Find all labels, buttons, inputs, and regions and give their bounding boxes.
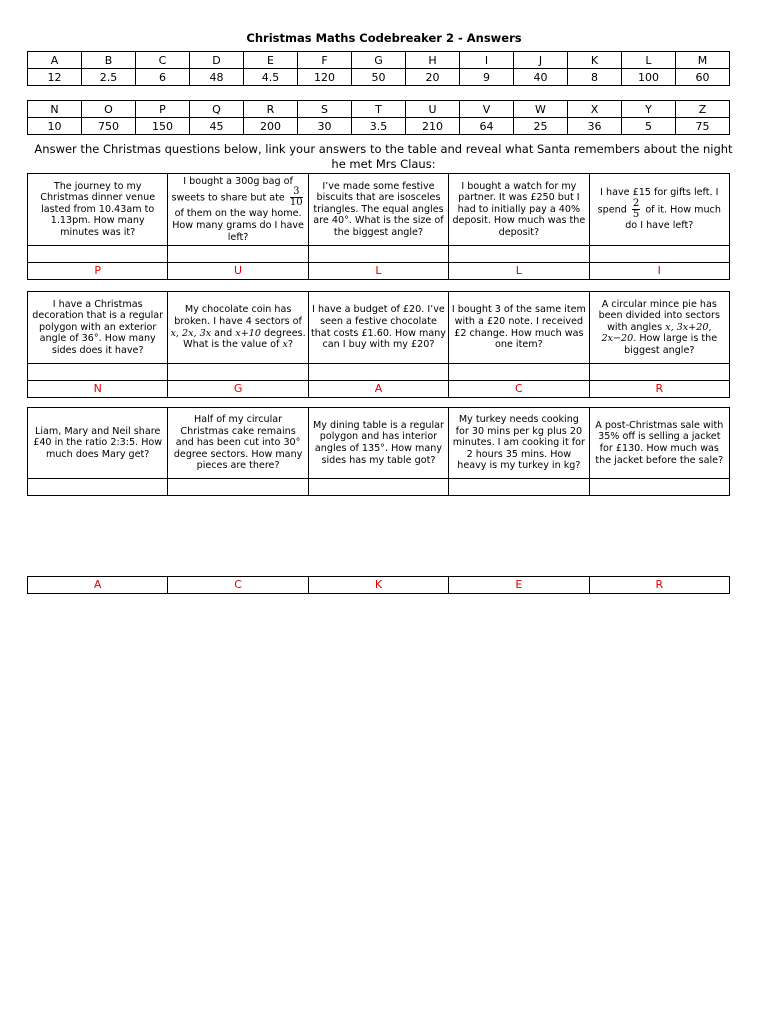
answer-cell[interactable] <box>28 364 168 381</box>
answer-cell[interactable] <box>308 246 448 263</box>
fraction-denominator: 5 <box>632 209 640 220</box>
answer-letter: P <box>28 263 168 280</box>
key-value: 4.5 <box>244 69 298 86</box>
fraction <box>632 199 640 220</box>
key-value: 40 <box>514 69 568 86</box>
question-cell: I have a Christmas decoration that is a regular polygon with an exterior angle of 36°. How many sides does it have? <box>28 292 168 364</box>
key-letter: X <box>568 101 622 118</box>
question-text: I bought a 300g bag of sweets to share but ate <box>171 175 293 204</box>
question-cell: I bought 3 of the same item with a £20 note. I received £2 change. How much was one item? <box>449 292 589 364</box>
key-letters-row <box>28 52 730 69</box>
key-value: 750 <box>82 118 136 135</box>
key-value: 25 <box>514 118 568 135</box>
question-text: A circular mince pie has been divided into sectors with angles <box>598 298 720 333</box>
answer-cell[interactable] <box>168 246 308 263</box>
math-expression: 2x−20. <box>601 333 637 345</box>
key-value: 10 <box>28 118 82 135</box>
fraction-numerator: 2 <box>632 198 640 209</box>
key-letter: W <box>514 101 568 118</box>
letter-row <box>28 263 730 280</box>
key-letter: E <box>244 52 298 69</box>
answer-letter: C <box>168 577 308 594</box>
answer-cell[interactable] <box>589 246 729 263</box>
math-expression: x, 2x, 3x <box>170 327 212 339</box>
key-letter: I <box>460 52 514 69</box>
answer-letter: K <box>308 577 448 594</box>
answer-letter: R <box>589 381 729 398</box>
key-value: 9 <box>460 69 514 86</box>
answer-letter: R <box>589 577 729 594</box>
key-value: 200 <box>244 118 298 135</box>
answer-cell[interactable] <box>28 246 168 263</box>
questions-row <box>28 408 730 479</box>
key-value: 210 <box>406 118 460 135</box>
questions-row <box>28 292 730 364</box>
question-cell: Liam, Mary and Neil share £40 in the ratio 2:3:5. How much does Mary get? <box>28 408 168 479</box>
key-value: 50 <box>352 69 406 86</box>
key-value: 75 <box>676 118 730 135</box>
question-block-3-letters <box>27 576 730 594</box>
key-letter: Y <box>622 101 676 118</box>
questions-row <box>28 174 730 246</box>
key-letter: V <box>460 101 514 118</box>
key-values-row <box>28 118 730 135</box>
answer-cell[interactable] <box>308 364 448 381</box>
question-block-1 <box>27 173 730 280</box>
answer-cell[interactable] <box>308 479 448 496</box>
key-letter: F <box>298 52 352 69</box>
answer-letter: E <box>449 577 589 594</box>
question-text: How large is the biggest angle? <box>624 333 718 356</box>
code-key-table-n-z <box>27 100 730 135</box>
key-letter: G <box>352 52 406 69</box>
question-cell: The journey to my Christmas dinner venue lasted from 10.43am to 1.13pm. How many minutes was it? <box>28 174 168 246</box>
key-letter: K <box>568 52 622 69</box>
key-letter: U <box>406 101 460 118</box>
question-cell: My turkey needs cooking for 30 mins per kg plus 20 minutes. I am cooking it for 2 hours 35 mins. How heavy is my turkey in kg? <box>449 408 589 479</box>
key-letter: P <box>136 101 190 118</box>
question-text: and <box>214 327 233 339</box>
question-text: ? <box>287 339 293 351</box>
question-cell: I bought a watch for my partner. It was £250 but I had to initially pay a 40% deposit. How much was the deposit? <box>449 174 589 246</box>
fraction <box>290 187 303 208</box>
key-value: 8 <box>568 69 622 86</box>
question-text: of them on the way home. How many grams do I have left? <box>172 208 304 243</box>
question-cell <box>168 174 308 246</box>
key-value: 36 <box>568 118 622 135</box>
question-cell: I’ve made some festive biscuits that are isosceles triangles. The equal angles are 40°. What is the size of the biggest angle? <box>308 174 448 246</box>
letter-row <box>28 381 730 398</box>
key-value: 20 <box>406 69 460 86</box>
key-letter: S <box>298 101 352 118</box>
key-value: 100 <box>622 69 676 86</box>
question-cell: A post-Christmas sale with 35% off is selling a jacket for £130. How much was the jacket before the sale? <box>589 408 729 479</box>
key-value: 120 <box>298 69 352 86</box>
key-letter: Z <box>676 101 730 118</box>
key-letters-row <box>28 101 730 118</box>
key-letter: C <box>136 52 190 69</box>
key-letter: O <box>82 101 136 118</box>
key-letter: Q <box>190 101 244 118</box>
key-letter: A <box>28 52 82 69</box>
key-value: 60 <box>676 69 730 86</box>
question-cell <box>589 292 729 364</box>
key-letter: J <box>514 52 568 69</box>
key-value: 45 <box>190 118 244 135</box>
instructions: Answer the Christmas questions below, link your answers to the table and reveal what Santa remembers about the night he met Mrs Claus: <box>34 142 733 171</box>
question-text: of it. How much do I have left? <box>625 204 721 231</box>
answer-cell[interactable] <box>589 479 729 496</box>
question-cell <box>168 292 308 364</box>
key-value: 150 <box>136 118 190 135</box>
question-cell: I have a budget of £20. I’ve seen a festive chocolate that costs £1.60. How many can I buy with my £20? <box>308 292 448 364</box>
letter-row <box>28 577 730 594</box>
answer-cell[interactable] <box>168 479 308 496</box>
page-title: Christmas Maths Codebreaker 2 - Answers <box>246 31 522 45</box>
key-value: 64 <box>460 118 514 135</box>
code-key-table-a-m <box>27 51 730 86</box>
answer-cell[interactable] <box>449 479 589 496</box>
math-variable: x <box>282 339 288 351</box>
question-text: My chocolate coin has broken. I have 4 sectors of <box>174 304 302 327</box>
key-letter: H <box>406 52 460 69</box>
question-cell: Half of my circular Christmas cake remains and has been cut into 30° degree sectors. How many pieces are there? <box>168 408 308 479</box>
answer-letter: U <box>168 263 308 280</box>
answer-letter: L <box>308 263 448 280</box>
key-letter: N <box>28 101 82 118</box>
math-expression: x+10 <box>235 327 261 339</box>
fraction-denominator: 10 <box>289 197 303 209</box>
question-cell: My dining table is a regular polygon and has interior angles of 135°. How many sides has my table got? <box>308 408 448 479</box>
key-value: 3.5 <box>352 118 406 135</box>
question-text: degrees. What is the value of <box>183 327 306 351</box>
key-value: 2.5 <box>82 69 136 86</box>
answer-letter: A <box>28 577 168 594</box>
key-letter: T <box>352 101 406 118</box>
answer-cell[interactable] <box>168 364 308 381</box>
fraction-numerator: 3 <box>290 187 303 198</box>
key-letter: M <box>676 52 730 69</box>
answer-letter: A <box>308 381 448 398</box>
answer-row <box>28 364 730 381</box>
answer-letter: L <box>449 263 589 280</box>
answer-letter: G <box>168 381 308 398</box>
key-value: 48 <box>190 69 244 86</box>
math-expression: x, 3x+20, <box>665 321 712 333</box>
key-value: 6 <box>136 69 190 86</box>
question-cell <box>589 174 729 246</box>
answer-cell[interactable] <box>449 246 589 263</box>
question-block-2 <box>27 291 730 398</box>
key-letter: B <box>82 52 136 69</box>
question-block-3 <box>27 407 730 496</box>
question-text: I have £15 for gifts left. I spend <box>597 187 719 216</box>
key-letter: L <box>622 52 676 69</box>
answer-cell[interactable] <box>449 364 589 381</box>
key-letter: D <box>190 52 244 69</box>
key-value: 30 <box>298 118 352 135</box>
key-value: 5 <box>622 118 676 135</box>
key-letter: R <box>244 101 298 118</box>
answer-row <box>28 246 730 263</box>
key-values-row <box>28 69 730 86</box>
key-value: 12 <box>28 69 82 86</box>
answer-cell[interactable] <box>589 364 729 381</box>
answer-letter: N <box>28 381 168 398</box>
answer-row <box>28 479 730 496</box>
answer-letter: C <box>449 381 589 398</box>
answer-cell[interactable] <box>28 479 168 496</box>
answer-letter: I <box>589 263 729 280</box>
